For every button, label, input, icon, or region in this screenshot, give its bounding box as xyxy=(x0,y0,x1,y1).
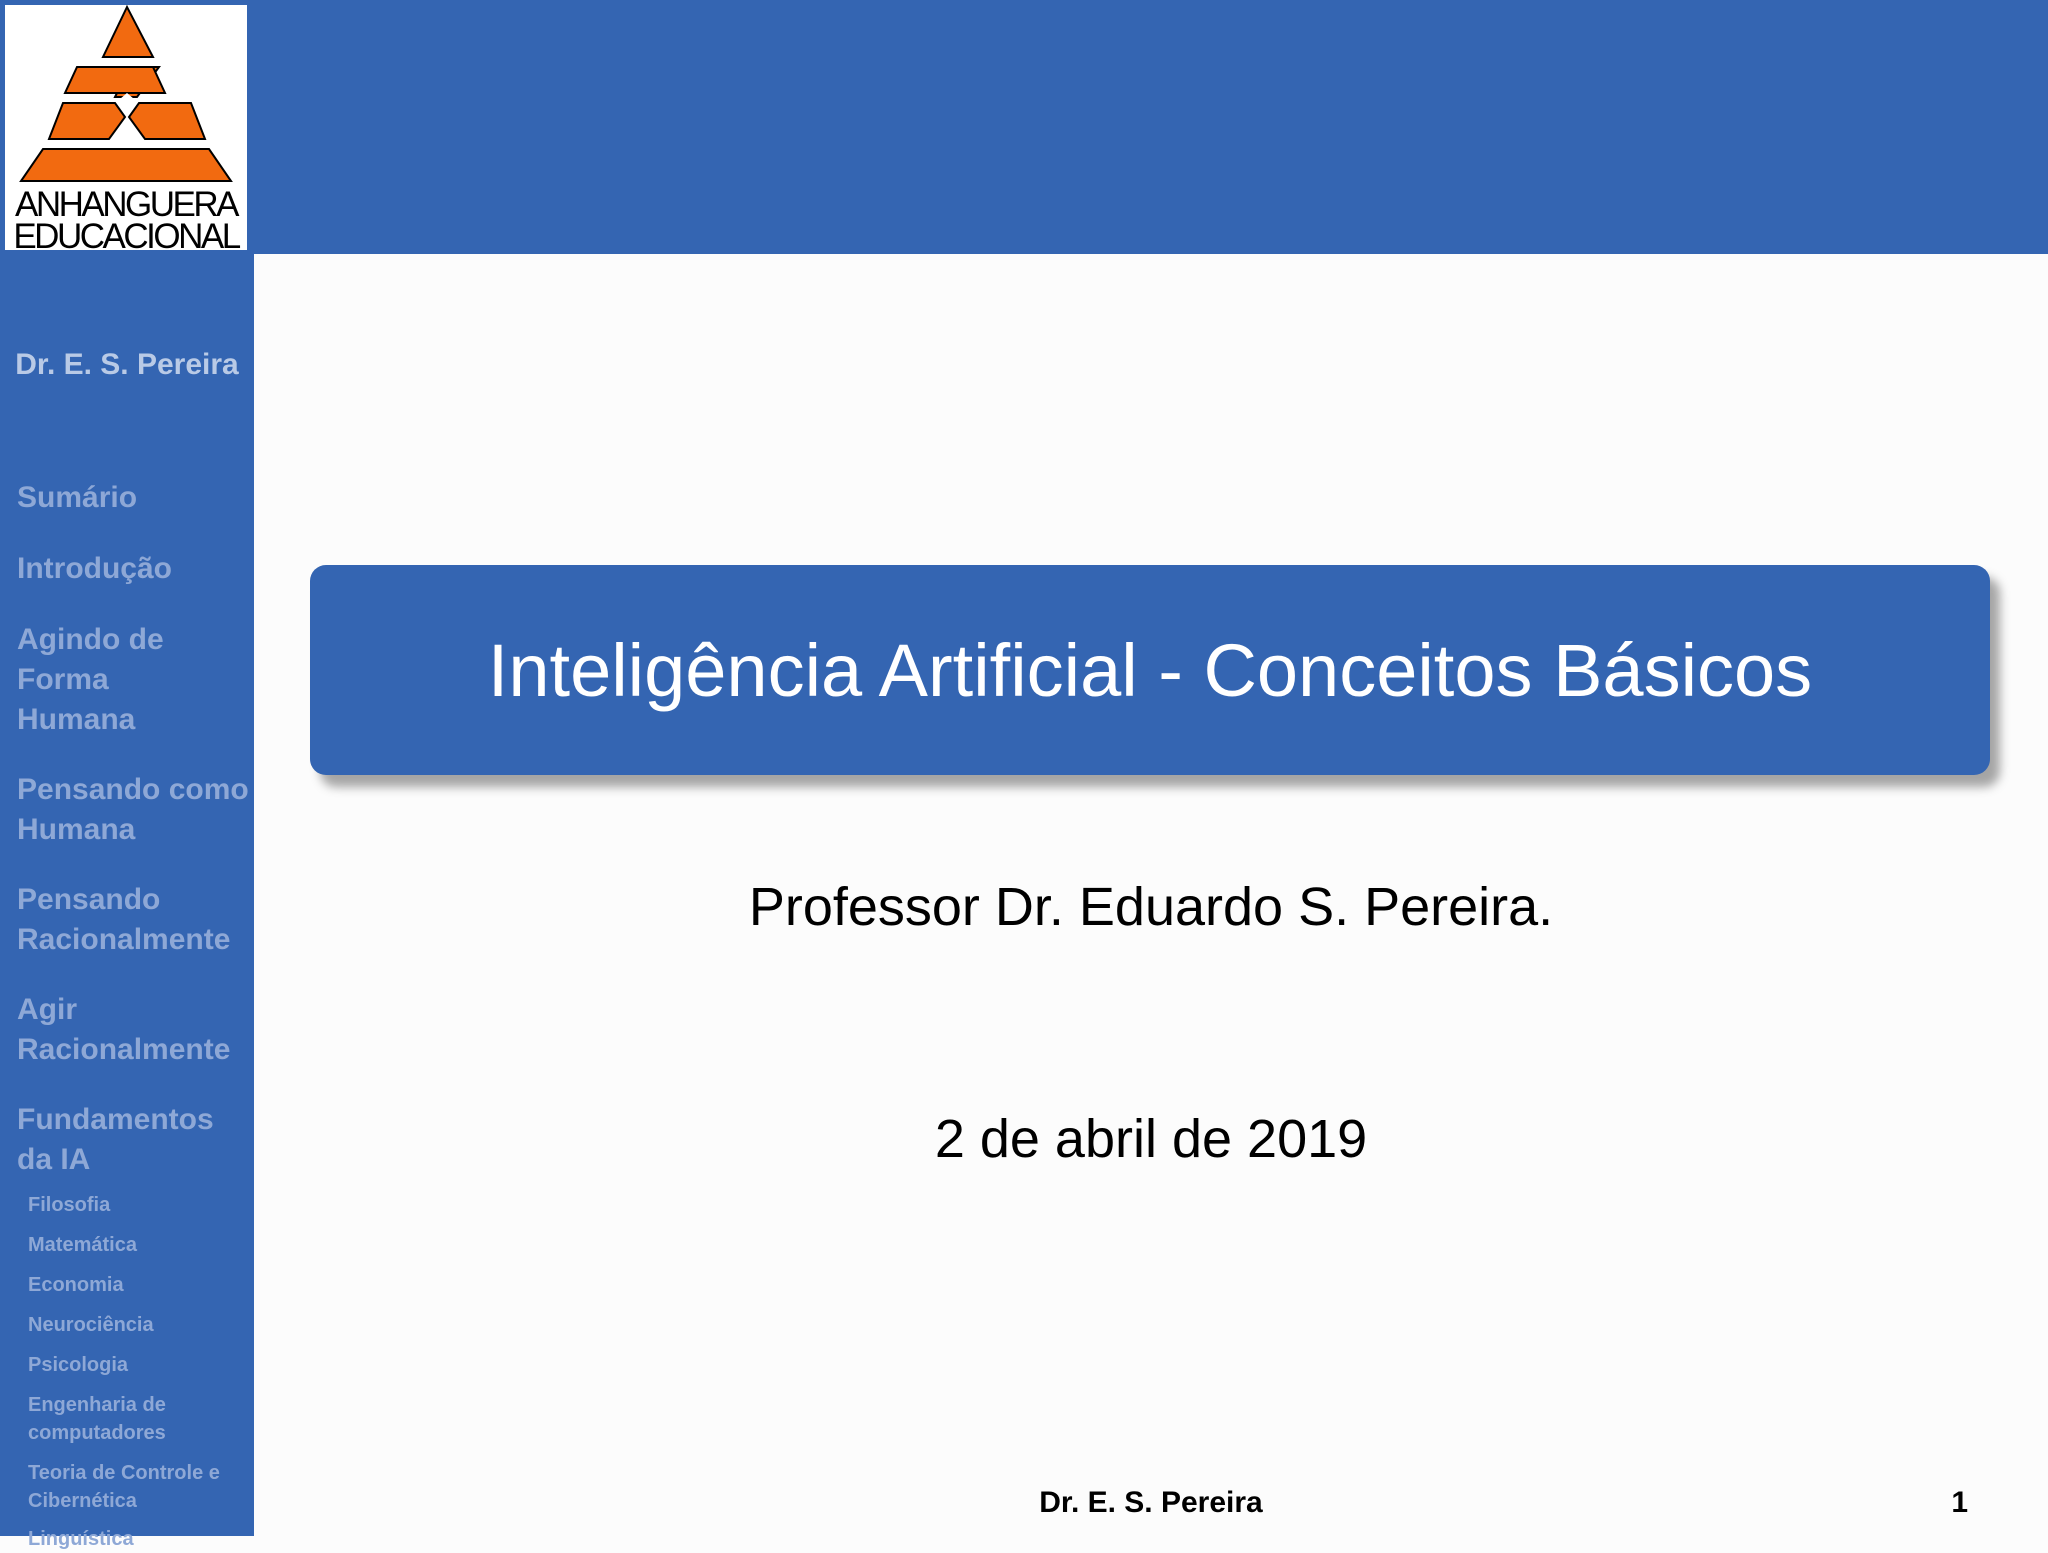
nav-sub-linguistica[interactable]: Linguística xyxy=(28,1528,134,1550)
nav-sub-economia[interactable]: Economia xyxy=(28,1274,124,1296)
nav-fundamentos-ia[interactable]: Fundamentos da IA xyxy=(17,1103,214,1176)
sidebar xyxy=(0,0,254,1550)
slide-title: Inteligência Artificial - Conceitos Básicos xyxy=(487,628,1813,712)
slide-author: Professor Dr. Eduardo S. Pereira. xyxy=(748,877,1554,937)
nav-agindo-forma-humana[interactable]: Agindo de Forma Humana xyxy=(17,623,164,736)
title-box xyxy=(310,565,1990,775)
header-bar xyxy=(254,0,2048,254)
nav-pensando-como-humana[interactable]: Pensando como Humana xyxy=(17,773,249,846)
sidebar-author: Dr. E. S. Pereira xyxy=(15,348,239,381)
nav-agir-racionalmente[interactable]: Agir Racionalmente xyxy=(17,993,231,1066)
page-number: 1 xyxy=(1951,1486,1968,1519)
nav-pensando-racionalmente[interactable]: Pensando Racionalmente xyxy=(17,883,231,956)
nav-sub-matematica[interactable]: Matemática xyxy=(28,1234,137,1256)
logo xyxy=(5,5,247,256)
footer-author: Dr. E. S. Pereira xyxy=(1039,1486,1263,1519)
logo-text-line2: EDUCACIONAL xyxy=(13,217,239,256)
nav-sub-engenharia-computadores[interactable]: Engenharia de computadores xyxy=(28,1394,166,1444)
nav-sub-filosofia[interactable]: Filosofia xyxy=(28,1194,111,1216)
nav-sub-psicologia[interactable]: Psicologia xyxy=(28,1354,129,1376)
nav-sub-teoria-controle[interactable]: Teoria de Controle e Cibernética xyxy=(28,1462,220,1512)
nav-sumario[interactable]: Sumário xyxy=(17,481,138,514)
logo-text-line1: ANHANGUERA xyxy=(15,185,237,224)
nav-sub-neurociencia[interactable]: Neurociência xyxy=(28,1314,154,1336)
nav-introducao[interactable]: Introdução xyxy=(17,552,172,585)
slide-date: 2 de abril de 2019 xyxy=(934,1109,1368,1169)
